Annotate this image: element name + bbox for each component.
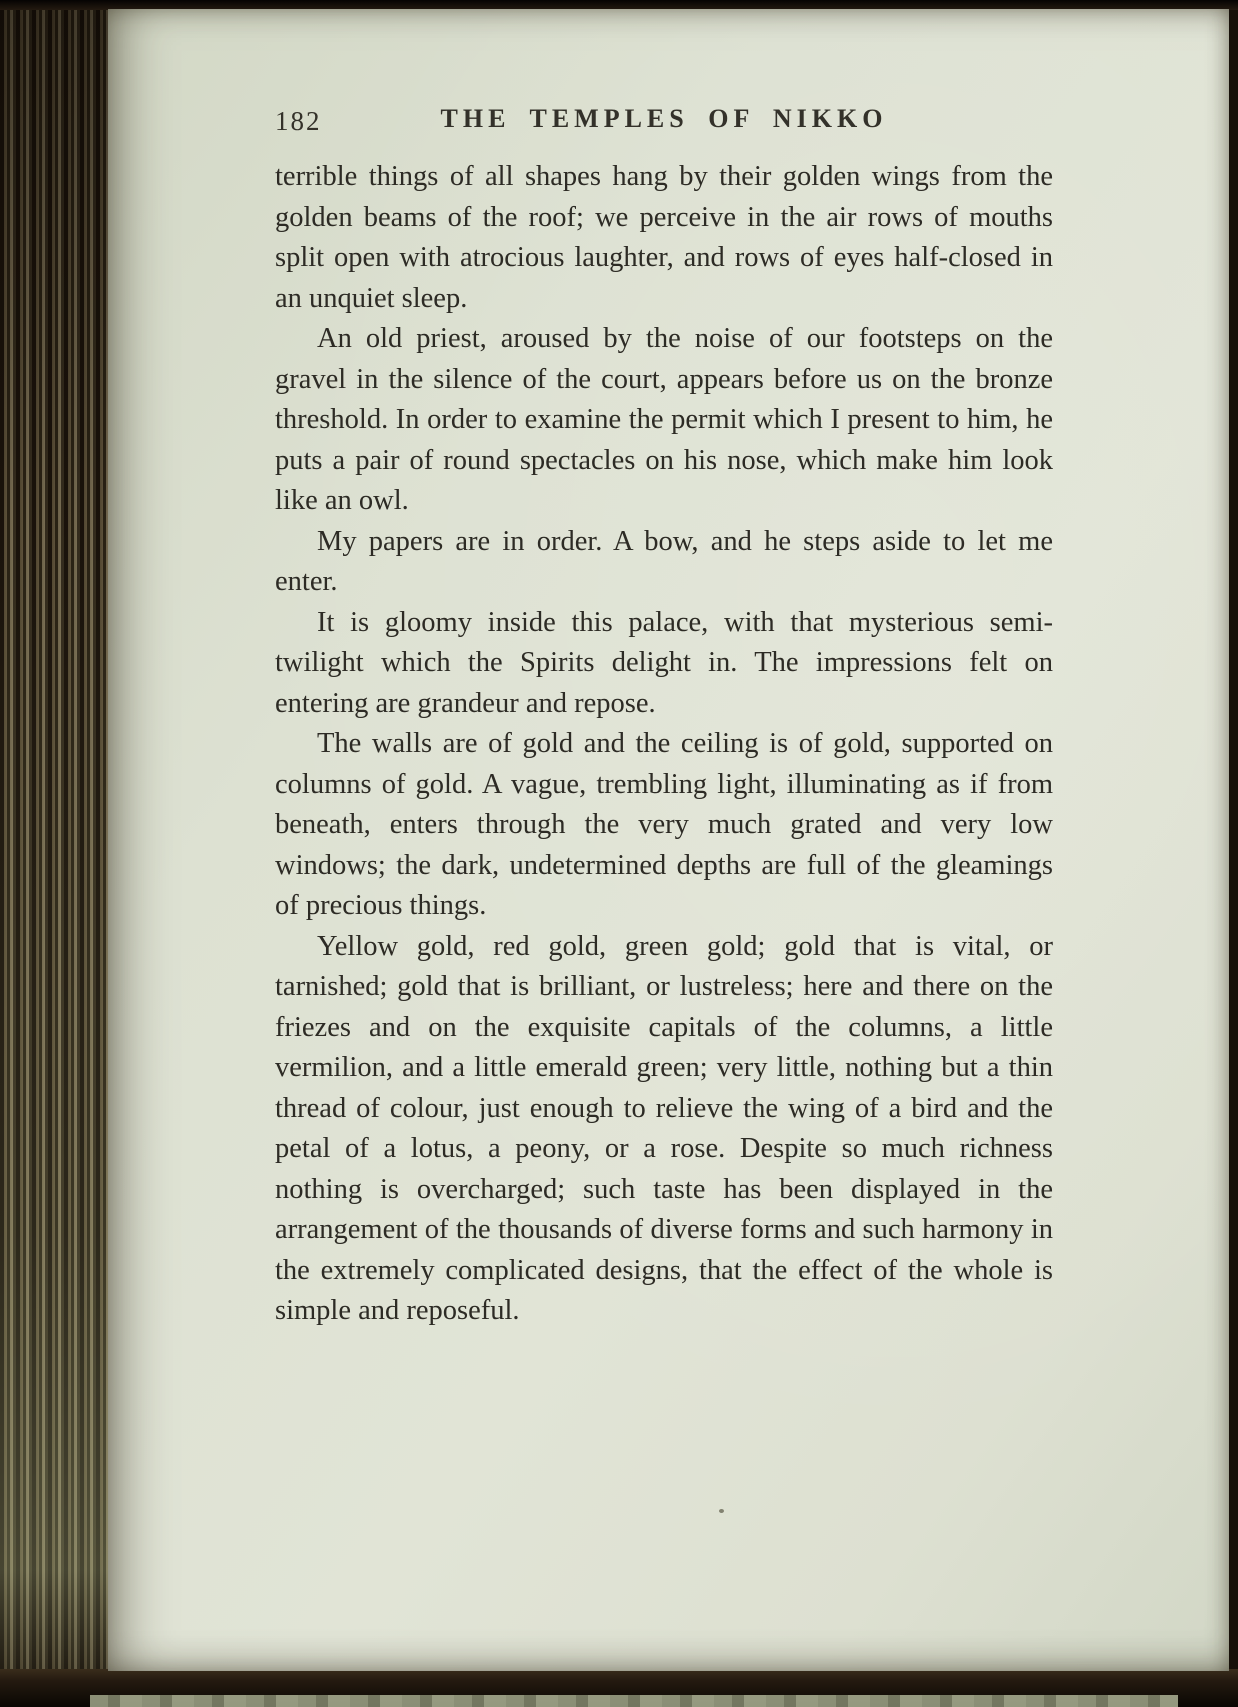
page-speck: [719, 1509, 724, 1513]
paragraph: The walls are of gold and the ceiling is of gold, supported on columns of gold. A vague, trembling light, illuminating as if from beneath, enters through the very much grated and very low windows; the dark, undetermined depths are full of the gleamings of precious things.: [275, 728, 1053, 921]
running-head: [275, 104, 1053, 144]
paragraph: An old priest, aroused by the noise of our footsteps on the gravel in the silence of the court, appears before us on the bronze threshold. In order to examine the permit which I present to him, he puts a pair of round spectacles on his nose, which make him look like an owl.: [275, 323, 1053, 516]
book-page: [108, 9, 1229, 1671]
book-bottom-page-edges: [90, 1695, 1178, 1707]
page-body: [275, 157, 1053, 1332]
paragraph: Yellow gold, red gold, green gold; gold that is vital, or tarnished; gold that is brilliant, or lustreless; here and there on the friezes and on the exquisite capitals of the columns, a little vermilion, and a little emerald green; very little, nothing but a thin thread of colour, just enough to relieve the wing of a bird and the petal of a lotus, a peony, or a rose. Despite so much richness nothing is overcharged; such taste has been displayed in the arrangement of the thousands of diverse forms and such harmony in the extremely complicated designs, that the effect of the whole is simple and reposeful.: [275, 930, 1053, 1326]
page-number: 182: [275, 106, 322, 136]
book-page-edges: [0, 0, 112, 1707]
paragraph: My papers are in order. A bow, and he steps aside to let me enter.: [275, 525, 1053, 597]
paragraph: terrible things of all shapes hang by their golden wings from the golden beams of the roof; we perceive in the air rows of mouths split open with atrocious laughter, and rows of eyes half-closed in an unquiet sleep.: [275, 161, 1053, 314]
running-title: THE TEMPLES OF NIKKO: [440, 104, 888, 133]
paragraph: It is gloomy inside this palace, with that mysterious semi-twilight which the Spirits delight in. The impressions felt on entering are grandeur and repose.: [275, 606, 1053, 719]
